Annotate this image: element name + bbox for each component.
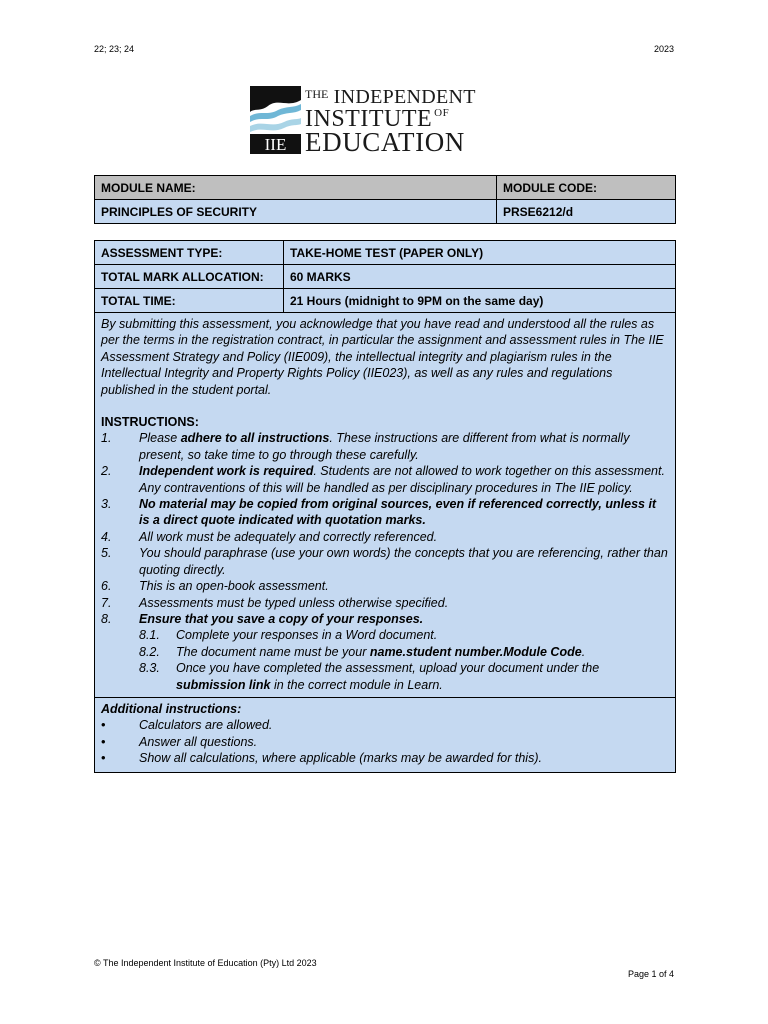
total-marks-value: 60 MARKS [284,265,676,289]
disclaimer-text: By submitting this assessment, you acknowledge that you have read and understood all the rules as per the terms in the registration contract, in particular the assignment and assessment rules in The IIE Assessment Strategy and Policy (IIE009), the intellectual integrity and plagiarism rules in the Intellectual Integrity and Property Rights Policy (IIE023), as well as any rules and regulations published in the student portal. [101,317,664,397]
iie-mark-text: IIE [264,135,287,154]
bullet-icon: • [101,717,106,733]
logo-education: EDUCATION [305,127,465,157]
instruction-subitem: 8.2. The document name must be your name.student number.Module Code. [139,644,586,659]
instruction-item: 1. Please adhere to all instructions. These instructions are different from what is normally present, so take time to go through these carefully. [101,431,630,462]
iie-logo [250,86,518,156]
logo-institute: INSTITUTE [305,106,433,132]
module-code-value: PRSE6212/d [497,200,676,224]
instruction-item: 2. Independent work is required. Students are not allowed to work together on this assessment. Any contraventions of this will be handled as per disciplinary procedures in The IIE policy. [101,464,665,495]
module-name-value: PRINCIPLES OF SECURITY [95,200,497,224]
instruction-item: 3. No material may be copied from original sources, even if referenced correctly, unless it is a direct quote indicated with quotation marks. [101,497,657,528]
logo-the: THE [305,87,329,101]
logo-independent: INDEPENDENT [333,86,476,108]
instructions-title: INSTRUCTIONS: [101,415,199,430]
assessment-type-value: TAKE-HOME TEST (PAPER ONLY) [284,241,676,265]
total-time-value: 21 Hours (midnight to 9PM on the same day) [284,289,676,313]
assessment-type-label: ASSESSMENT TYPE: [95,241,284,265]
additional-instructions-title: Additional instructions: [101,701,242,716]
list-item: • Answer all questions. [101,733,258,749]
list-item: • Calculators are allowed. [101,717,273,733]
iie-logo-mark [250,86,301,154]
instruction-item: 8. Ensure that you save a copy of your responses. [101,611,424,626]
header-year: 2023 [653,44,674,54]
total-time-label: TOTAL TIME: [95,289,284,313]
logo-of: OF [434,107,450,119]
footer-copyright: © The Independent Institute of Education (Pty) Ltd 2023 [94,958,317,968]
instruction-item: 4. All work must be adequately and correctly referenced. [101,529,438,544]
module-name-label: MODULE NAME: [95,176,497,200]
bullet-icon: • [101,733,106,749]
instruction-item: 6. This is an open-book assessment. [101,579,329,594]
instruction-subitem: 8.3. Once you have completed the assessment, upload your document under the submission link in the correct module in Learn. [139,661,600,692]
assessment-table [94,240,676,773]
list-item: • Show all calculations, where applicable (marks may be awarded for this). [101,750,542,766]
instruction-subitem: 8.1. Complete your responses in a Word document. [139,628,438,643]
instruction-item: 7. Assessments must be typed unless otherwise specified. [101,595,449,610]
instructions-cell [95,313,676,698]
additional-instructions-cell [95,697,676,772]
page-number: Page 1 of 4 [627,969,674,979]
instruction-item: 5. You should paraphrase (use your own words) the concepts that you are referencing, rather than quoting directly. [101,546,668,577]
module-table [94,175,676,224]
bullet-icon: • [101,750,106,766]
header-reference: 22; 23; 24 [94,44,135,54]
total-marks-label: TOTAL MARK ALLOCATION: [95,265,284,289]
module-code-label: MODULE CODE: [497,176,676,200]
